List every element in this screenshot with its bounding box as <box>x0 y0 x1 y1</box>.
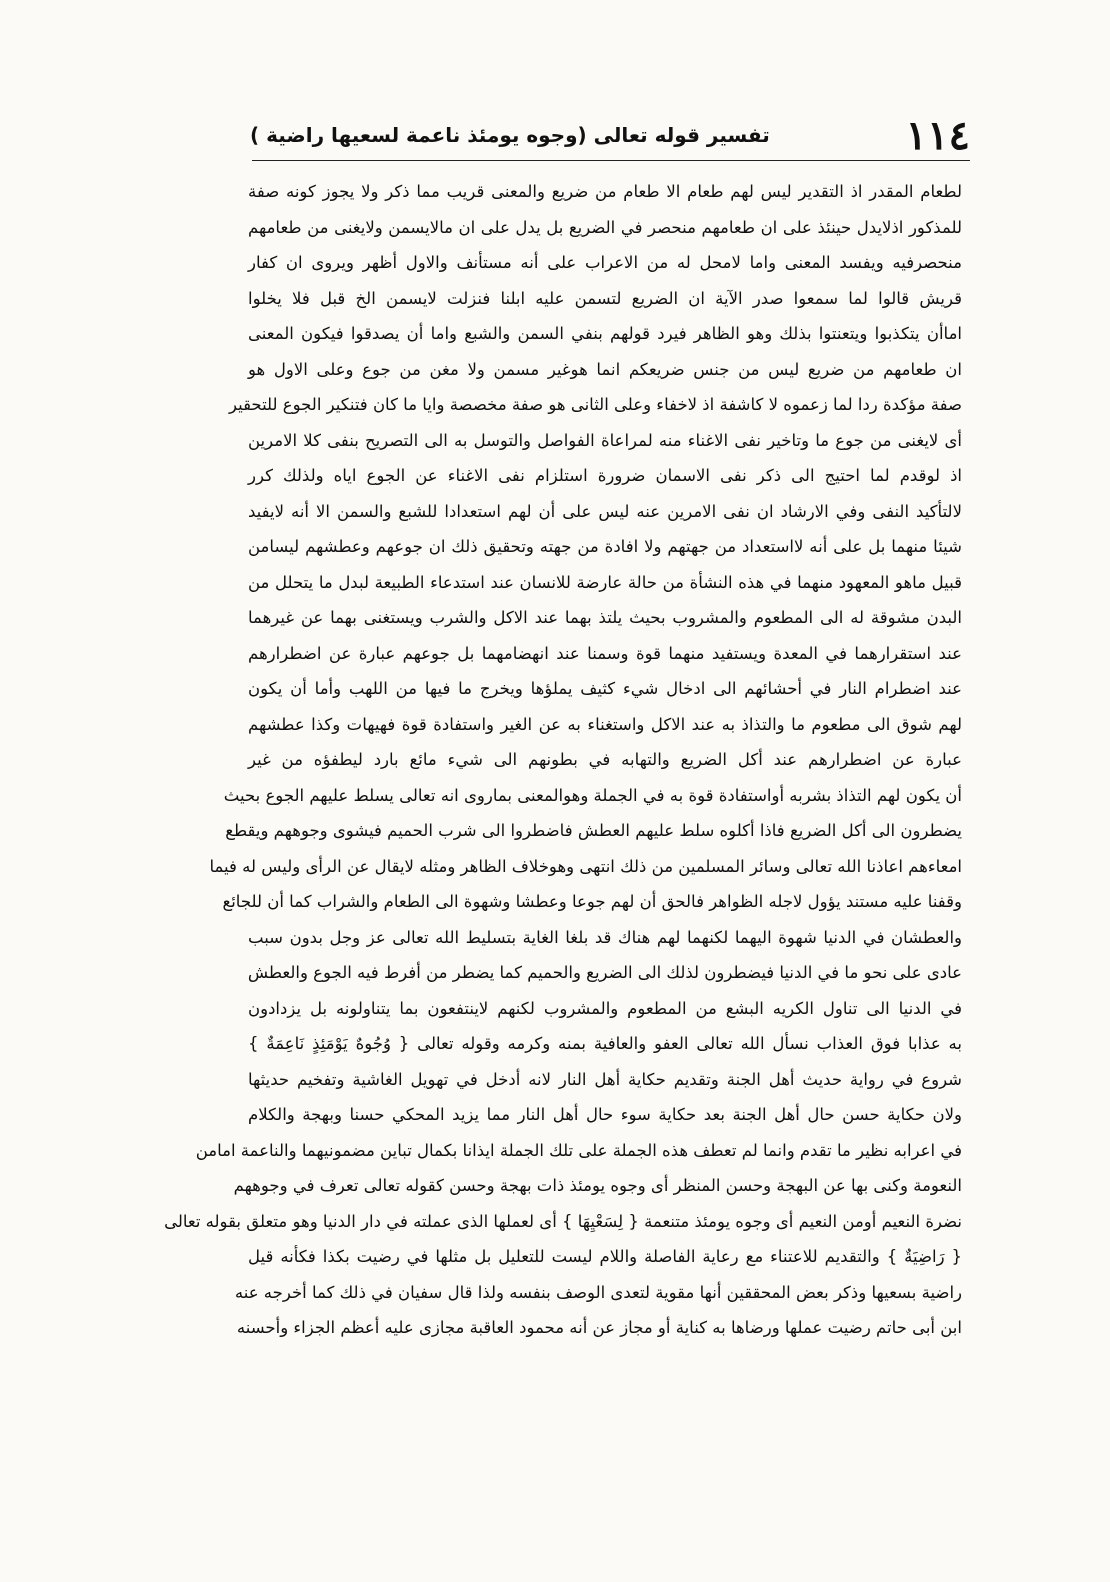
text-line: أن يكون لهم التذاذ بشربه أواستفادة قوة به في الجملة وهوالمعنى بماروى انه تعالى يسلط عليهم الجوع بحيث <box>223 785 962 805</box>
text-line: به عذابا فوق العذاب نسأل الله تعالى العفو والعافية بمنه وكرمه وقوله تعالى { وُجُوهٌ يَوْمَئِذٍ نَاعِمَةٌ } <box>248 1034 962 1053</box>
text-line: اماأن يتكذبوا ويتعنتوا بذلك وهو الظاهر فيرد قولهم بنفي السمن والشبع واما أن يصدقوا فيكون المعنى <box>248 324 962 343</box>
text-line: عبارة عن اضطرارهم عند أكل الضريع والتهابه في بطونهم الى شيء مائع بارد ليطفؤه من غير <box>248 750 962 769</box>
text-line: النعومة وكنى بها عن البهجة وحسن المنظر أى وجوه يومئذ ذات بهجة وحسن كقوله تعالى تعرف في وجوههم <box>233 1176 962 1195</box>
text-line: لهم شوق الى مطعوم ما والتذاذ به عند الاكل واستغناء به عن الغير واستفادة قوة فهيهات وكذا عطشهم <box>248 714 962 734</box>
text-line: شيئا منهما بل على أنه لااستعداد من جهتهم ولا افادة من جهته وتحقيق ذلك ان جوعهم وعطشهم ليسامن <box>248 537 962 556</box>
text-line: قريش قالوا لما سمعوا صدر الآية ان الضريع لتسمن عليه ابلنا فنزلت لايسمن الخ قبل فلا يخلوا <box>248 288 962 308</box>
text-line: منحصرفيه ويفسد المعنى واما لامحل له من الاعراب على أنه مستأنف والاول أظهر ويروى ان كفار <box>248 253 962 272</box>
text-line: عادى على نحو ما في الدنيا فيضطرون لذلك الى الضريع والحميم كما يضطر من أفرط فيه الجوع والعطش <box>247 963 962 982</box>
text-line: امعاءهم اعاذنا الله تعالى وسائر المسلمين من ذلك انتهى وهوخلاف الظاهر ومثله لايقال عن الرأى وليس له فيما <box>209 856 962 876</box>
text-line: والعطشان في الدنيا شهوة اليهما لكنهما لهم هناك قد بلغا الغاية بتسليط الله تعالى عز وجل بدون سبب <box>248 927 962 947</box>
text-line: عند استقرارهما في المعدة ويستفيد منهما قوة وسمنا عند انهضامهما بل جوعهم عبارة عن اضطرارهم <box>248 643 962 663</box>
header-rule <box>252 160 970 161</box>
text-line: نضرة النعيم أومن النعيم أى وجوه يومئذ متنعمة { لِسَعْيِهَا } أى لعملها الذى عملته في دار الدنيا وهو متعلق بقوله تعالى <box>164 1211 962 1231</box>
body-text <box>164 174 962 1346</box>
text-line: شروع في رواية حديث أهل الجنة وتقديم حكاية أهل النار لانه أدخل في تهويل الغاشية وتفخيم حديثها <box>248 1069 962 1089</box>
text-line: يضطرون الى أكل الضريع فاذا أكلوه سلط عليهم العطش فاضطروا الى شرب الحميم فيشوى وجوههم ويقطع <box>225 821 962 840</box>
text-line: عند اضطرام النار في أحشائهم الى ادخال شيء كثيف يملؤها ويخرج ما فيها من اللهب وأما أن يكون <box>248 679 962 698</box>
text-line: ان طعامهم من ضريع ليس من جنس ضريعكم انما هوغير مسمن ولا مغن من جوع وعلى الاول هو <box>248 359 962 379</box>
text-line: لطعام المقدر اذ التقدير ليس لهم طعام الا طعام من ضريع والمعنى قريب مما ذكر ولا يجوز كونه صفة <box>248 182 962 201</box>
running-title: تفسير قوله تعالى (وجوه يومئذ ناعمة لسعيها راضية ) <box>250 123 770 147</box>
text-line: ولان حكاية حسن حال أهل الجنة بعد حكاية سوء حال أهل النار مما يزيد المحكي حسنا وبهجة والكلام <box>248 1105 962 1124</box>
text-line: البدن مشوقة له الى المطعوم والمشروب بحيث يلتذ بهما عند الاكل والشرب ويستغنى بهما عن غيرهما <box>248 608 962 627</box>
text-line: في اعرابه نظير ما تقدم وانما لم تعطف هذه الجملة على تلك الجملة ايذانا بكمال تباين مضمونيهما والناعمة امامن <box>195 1140 962 1160</box>
text-line: اذ لوقدم لما احتيج الى ذكر نفى الاسمان ضرورة استلزام نفى الاغناء عن الجوع اياه ولذلك كرر <box>248 466 962 485</box>
text-line: صفة مؤكدة ردا لما زعموه لا كاشفة اذ لاخفاء وعلى الثانى هو صفة مخصصة وايا ما كان فتنكير الجوع للتحقير <box>228 395 962 414</box>
text-line: { رَاضِيَةٌ } والتقديم للاعتناء مع رعاية الفاصلة واللام ليست للتعليل بل مثلها في رضيت بكذا فكأنه قيل <box>248 1247 962 1266</box>
text-line: راضية بسعيها وذكر بعض المحققين أنها مقوية لتعدى الوصف بنفسه ولذا قال سفيان في ذلك كما أخرجه عنه <box>234 1282 962 1302</box>
text-line: قبيل ماهو المعهود منهما في هذه النشأة من حالة عارضة للانسان عند استدعاء الطبيعة لبدل ما يتحلل من <box>248 572 962 592</box>
text-line: للمذكور اذلايدل حينئذ على ان طعامهم منحصر في الضريع بل يدل على ان مالايسمن ولايغنى من طعامهم <box>248 217 962 237</box>
page-number: ١١٤ <box>905 111 970 159</box>
text-line: لالتأكيد النفى وفي الارشاد ان نفى الامرين عنه ليس على أن لهم استعدادا للشبع والسمن الا أنه لايفيد <box>248 501 962 521</box>
text-line: وقفنا عليه مستند يؤول لاجله الظواهر فالحق أن لهم جوعا وعطشا وشهوة الى الطعام والشراب كما أن للجائع <box>222 892 962 911</box>
text-line: ابن أبى حاتم رضيت عملها ورضاها به كناية أو مجاز عن أنه محمود العاقبة مجازى عليه أعظم الجزاء وأحسنه <box>236 1318 962 1337</box>
text-line: في الدنيا الى تناول الكريه البشع من المطعوم والمشروب لكنهم لاينتفعون بما يتناولونه بل يزدادون <box>248 998 962 1018</box>
text-line: أى لايغنى من جوع ما وتاخير نفى الاغناء منه لمراعاة الفواصل والتوسل به الى التصريح بنفى كلا الامرين <box>248 430 962 450</box>
page-header <box>250 112 970 158</box>
